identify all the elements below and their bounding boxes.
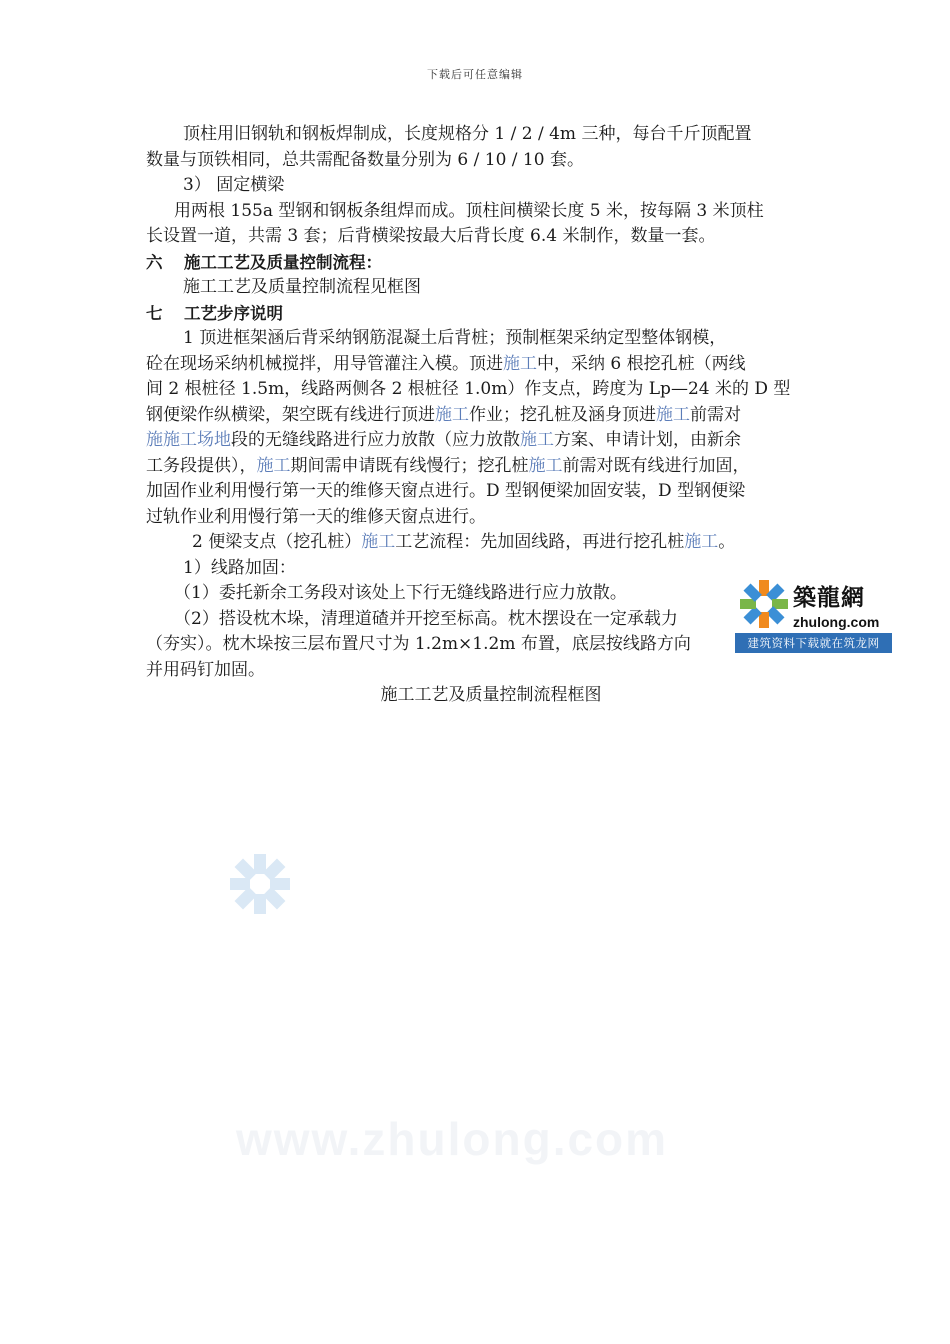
keyword-link[interactable]: 施工 <box>520 430 554 450</box>
paragraph-line: 1 顶进框架涵后背采纳钢筋混凝土后背桩；预制框架采纳定型整体钢模， <box>183 328 727 348</box>
paragraph-line <box>146 352 836 378</box>
paragraph-line: （夯实）。枕木垛按三层布置尺寸为 1.2m×1.2m 布置，底层按线路方向 <box>146 634 691 654</box>
keyword-link[interactable]: 施工 <box>256 455 291 476</box>
paragraph-line: 施工工艺及质量控制流程见框图 <box>183 277 421 297</box>
page-header-note: 下载后可任意编辑 <box>427 68 523 81</box>
paragraph-line: 顶柱用旧钢轨和钢板焊制成，长度规格分 1 / 2 / 4m 三种，每台千斤顶配置 <box>183 124 752 144</box>
paragraph-line: 过轨作业利用慢行第一天的维修天窗点进行。 <box>146 506 486 527</box>
logo-name: 築龍網 <box>793 583 865 611</box>
paragraph-line <box>146 530 836 556</box>
snowflake-logo-icon <box>735 575 793 633</box>
paragraph-line: 长设置一道，共需 3 套；后背横梁按最大后背长度 6.4 米制作，数量一套。 <box>146 226 716 246</box>
logo-text-block <box>793 579 879 630</box>
paragraph-line <box>146 403 836 429</box>
section-title: 工艺步序说明 <box>184 303 283 323</box>
zhulong-logo[interactable] <box>735 575 892 657</box>
text-run: 工务段提供）， <box>146 455 257 476</box>
document-body <box>146 122 836 709</box>
text-run: 段的无缝线路进行应力放散（应力放散 <box>231 430 520 450</box>
keyword-link[interactable]: 施工 <box>503 353 537 374</box>
keyword-link[interactable]: 施工场地 <box>163 430 231 450</box>
paragraph-line: （1）委托新余工务段对该处上下行无缝线路进行应力放散。 <box>174 583 627 603</box>
section-number: 七 <box>146 303 163 323</box>
text-run: 前需对 <box>690 404 741 425</box>
text-run: 期间需申请既有线慢行；挖孔桩 <box>290 455 529 476</box>
paragraph-line: 用两根 155a 型钢和钢板条组焊而成。顶柱间横梁长度 5 米，按每隔 3 米顶柱 <box>174 200 764 221</box>
paragraph-line <box>146 428 836 454</box>
logo-domain: zhulong.com <box>793 613 880 630</box>
text-run: 前需对既有线进行加固， <box>562 455 750 476</box>
figure-caption: 施工工艺及质量控制流程框图 <box>380 685 602 705</box>
subheading-fixed-beam: 3） 固定横梁 <box>183 175 285 195</box>
paragraph-line: 加固作业利用慢行第一天的维修天窗点进行。D 型钢便梁加固安装，D 型钢便梁 <box>146 481 746 501</box>
keyword-link[interactable]: 施工 <box>435 404 469 425</box>
paragraph-line: 并用码钉加固。 <box>146 659 265 680</box>
keyword-link[interactable]: 施工 <box>528 455 563 476</box>
text-run: 。 <box>718 532 736 552</box>
paragraph-line <box>146 454 836 480</box>
text-run: 作业；挖孔桩及涵身顶进 <box>469 404 656 425</box>
subheading-line-reinforce: 1）线路加固： <box>183 557 296 578</box>
section-heading-6 <box>146 250 836 276</box>
keyword-link[interactable]: 施工 <box>361 532 396 552</box>
text-run: 工艺流程：先加固线路，再进行挖孔桩 <box>395 532 685 552</box>
paragraph-line: （2）搭设枕木垛，清理道碴并开挖至标高。枕木摆设在一定承载力 <box>174 608 678 629</box>
section-heading-7 <box>146 301 836 327</box>
text-run: 方案、申请计划，由新余 <box>554 430 741 450</box>
section-title: 施工工艺及质量控制流程： <box>184 252 382 272</box>
paragraph-line: 间 2 根桩径 1.5m，线路两侧各 2 根桩径 1.0m）作支点，跨度为 Lp—24 米的 D 型 <box>146 379 791 399</box>
section-number: 六 <box>146 252 163 272</box>
logo-top-row <box>735 575 892 633</box>
logo-slogan: 建筑资料下载就在筑龙网 <box>735 633 892 653</box>
paragraph-line: 数量与顶铁相同，总共需配备数量分别为 6 / 10 / 10 套。 <box>146 149 584 170</box>
text-run: 2 便梁支点（挖孔桩） <box>192 532 362 552</box>
watermark-flower-icon <box>226 850 294 918</box>
keyword-link[interactable]: 施 <box>146 430 163 450</box>
watermark-text: www.zhulong.com <box>236 1113 669 1165</box>
keyword-link[interactable]: 施工 <box>656 404 690 425</box>
text-run: 砼在现场采纳机械搅拌，用导管灌注入模。顶进 <box>146 353 503 374</box>
keyword-link[interactable]: 施工 <box>684 532 719 552</box>
text-run: 钢便梁作纵横梁，架空既有线进行顶进 <box>146 404 435 425</box>
text-run: 中，采纳 6 根挖孔桩（两线 <box>537 353 746 374</box>
